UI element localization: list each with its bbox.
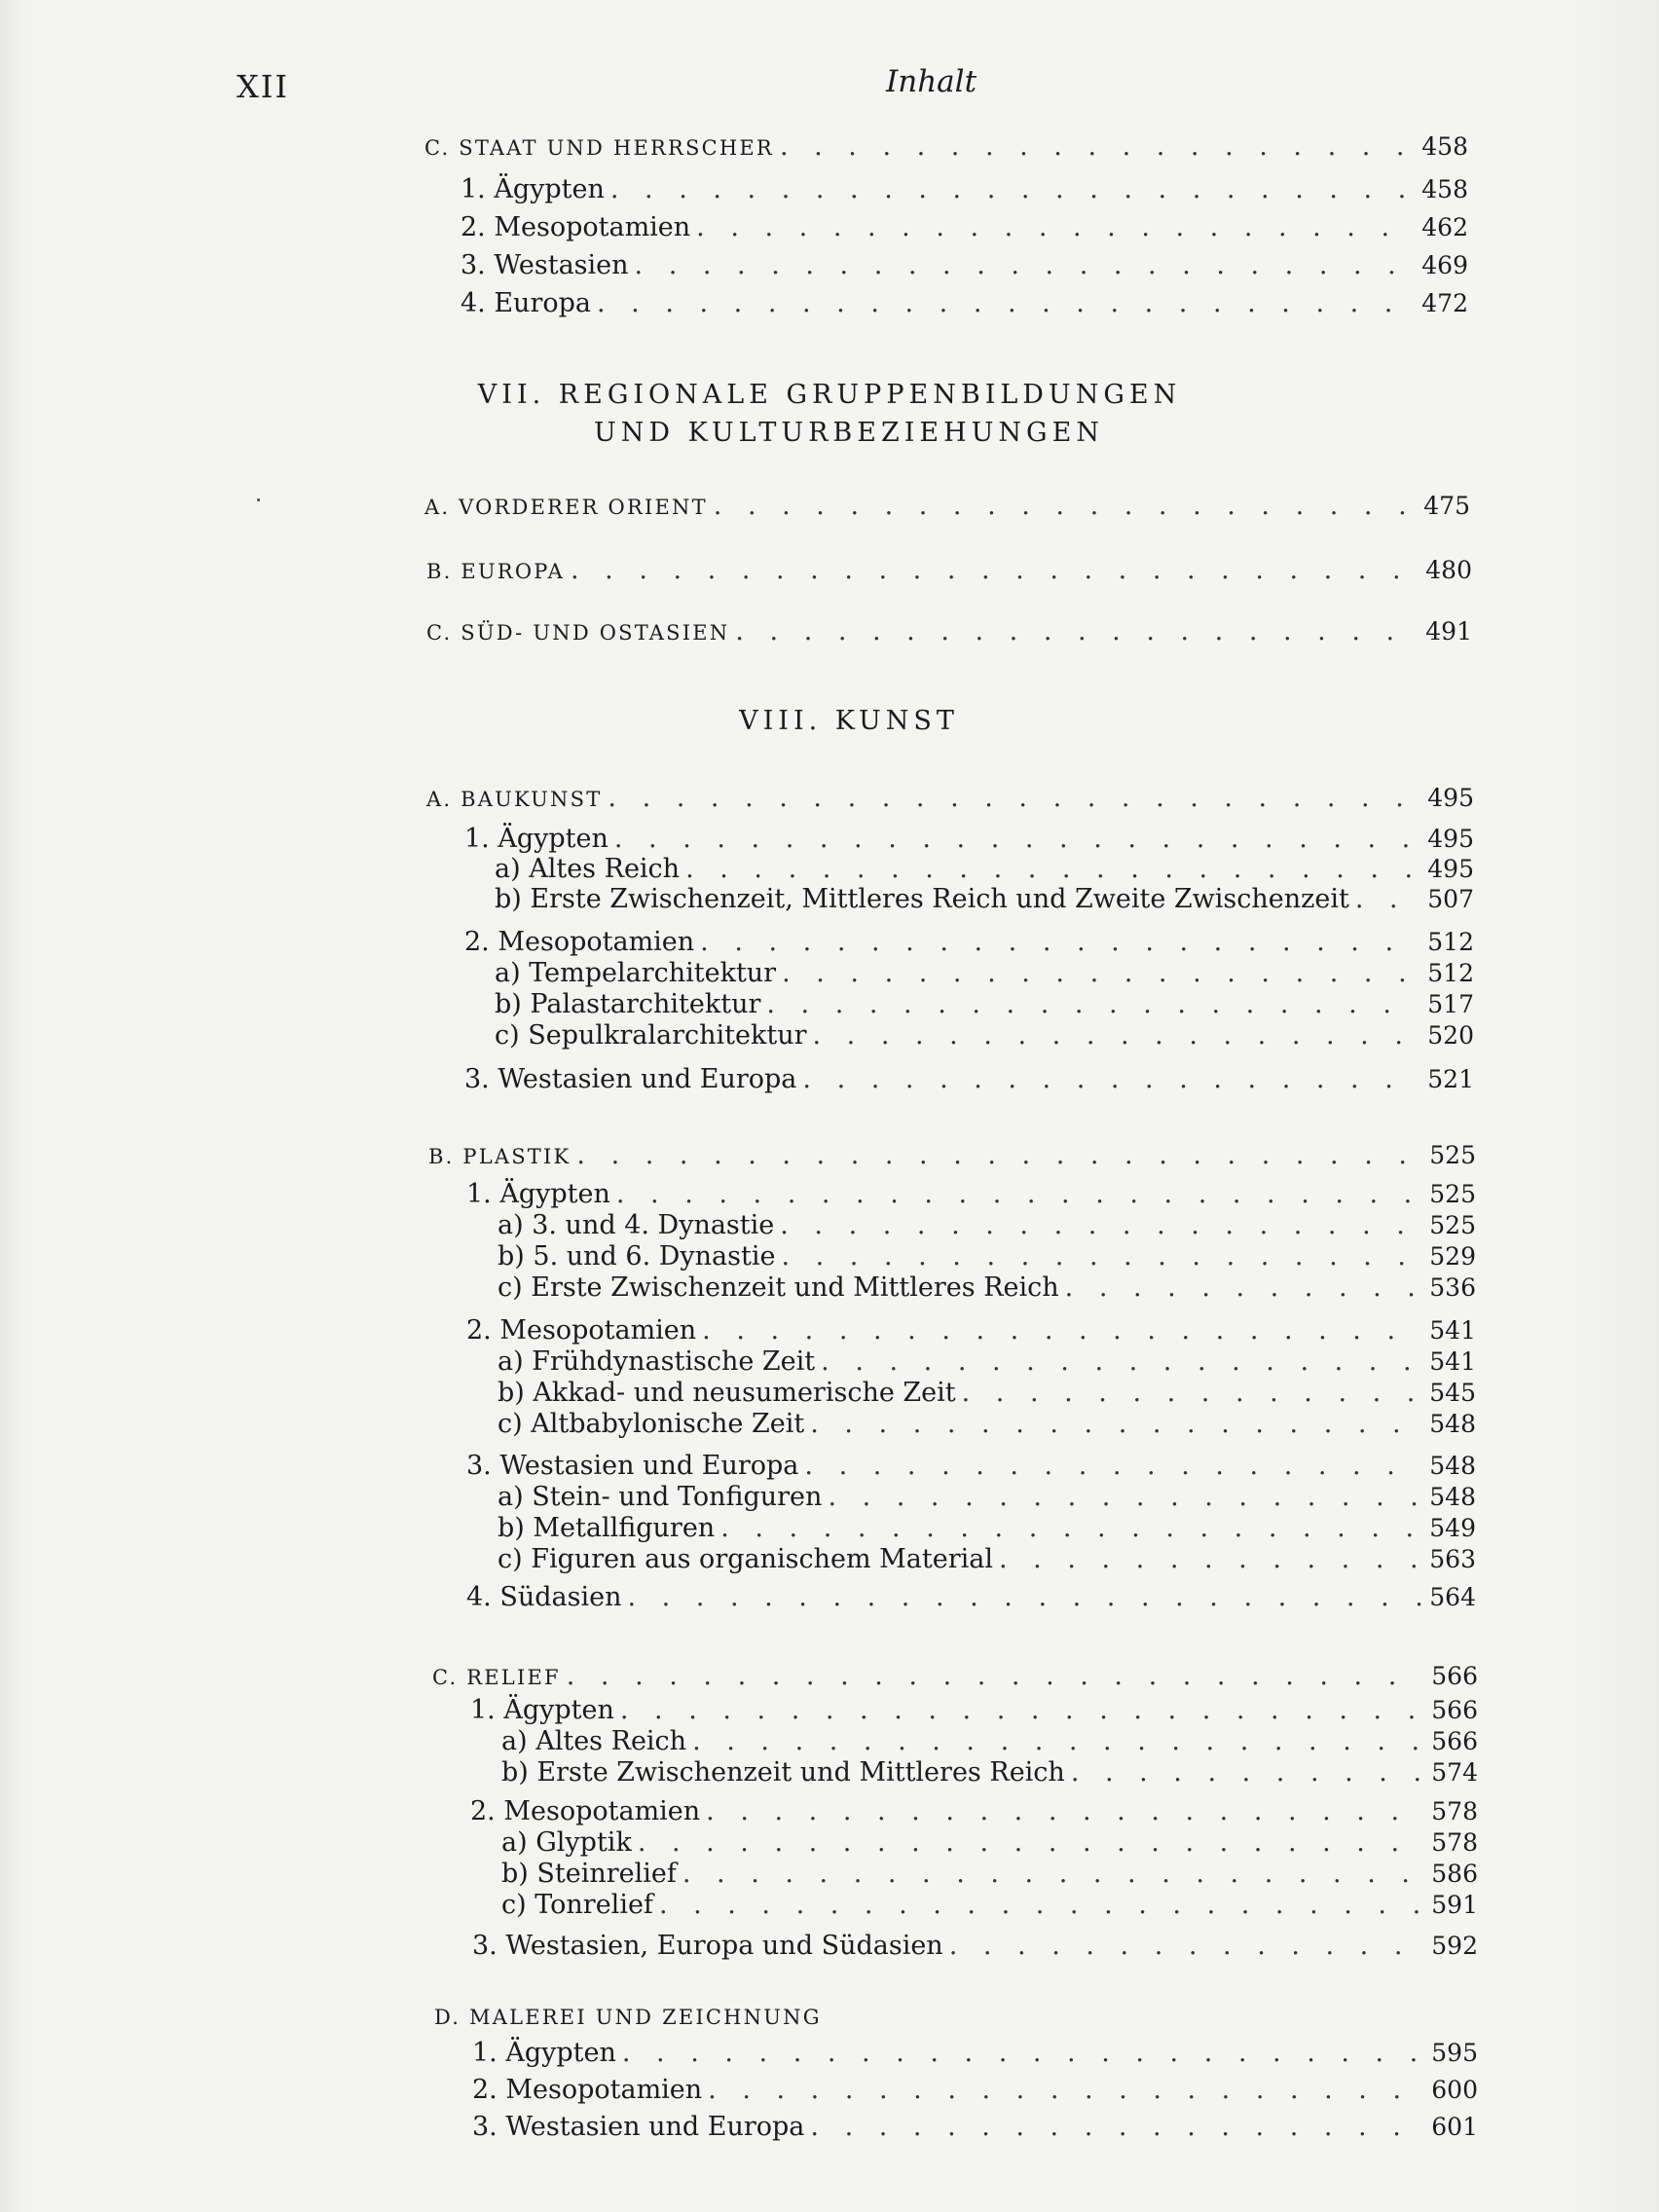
part-heading: UND KULTURBEZIEHUNGEN	[594, 418, 1104, 448]
toc-subentry[interactable]	[495, 988, 1474, 1021]
toc-label: 2. Mesopotamien	[470, 1796, 701, 1826]
toc-label: C. RELIEF	[432, 1666, 561, 1689]
toc-page: 592	[1431, 1932, 1478, 1960]
toc-page: 458	[1421, 132, 1468, 161]
toc-subentry[interactable]	[498, 1512, 1476, 1545]
toc-label: 4. Südasien	[466, 1582, 622, 1612]
toc-page: 520	[1427, 1021, 1474, 1050]
toc-label: c) Altbabylonische Zeit	[498, 1409, 805, 1439]
toc-subentry[interactable]	[501, 1889, 1478, 1922]
toc-page: 491	[1425, 617, 1472, 645]
toc-entry[interactable]	[472, 1930, 1478, 1963]
toc-label: a) Stein- und Tonfiguren	[498, 1482, 823, 1512]
toc-entry[interactable]	[461, 211, 1468, 244]
toc-label: A. BAUKUNST	[426, 788, 603, 811]
toc-section[interactable]	[432, 1660, 1478, 1694]
toc-page: 548	[1429, 1410, 1476, 1438]
part-heading: VII. REGIONALE GRUPPENBILDUNGEN	[477, 380, 1182, 410]
toc-label: a) Altes Reich	[501, 1726, 687, 1756]
toc-label: 4. Europa	[461, 288, 591, 318]
toc-page: 548	[1429, 1483, 1476, 1511]
toc-page: 525	[1429, 1141, 1476, 1169]
toc-page: 525	[1429, 1180, 1476, 1208]
toc-entry[interactable]	[472, 2037, 1478, 2070]
toc-label: c) Figuren aus organischem Material	[498, 1544, 994, 1574]
toc-entry[interactable]	[466, 1178, 1476, 1211]
toc-page: 512	[1427, 928, 1474, 956]
toc-page: 529	[1429, 1242, 1476, 1271]
toc-subentry[interactable]	[501, 1756, 1478, 1789]
toc-entry[interactable]	[470, 1795, 1478, 1828]
toc-subentry[interactable]	[501, 1826, 1478, 1860]
toc-label: 3. Westasien und Europa	[464, 1064, 797, 1094]
toc-label: 2. Mesopotamien	[472, 2075, 703, 2105]
toc-page: 475	[1423, 492, 1470, 520]
toc-label: b) Erste Zwischenzeit und Mittleres Reich	[501, 1757, 1065, 1788]
toc-label: 3. Westasien und Europa	[472, 2112, 805, 2142]
toc-page: 462	[1421, 213, 1468, 241]
toc-page: 545	[1429, 1379, 1476, 1407]
toc-page: 566	[1431, 1696, 1478, 1724]
toc-page: 536	[1429, 1273, 1476, 1302]
toc-entry[interactable]	[461, 287, 1468, 320]
toc-label: B. EUROPA	[426, 560, 566, 583]
toc-subentry[interactable]	[498, 1543, 1476, 1576]
toc-label: b) Palastarchitektur	[495, 989, 761, 1019]
toc-page: 525	[1429, 1211, 1476, 1239]
toc-label: C. STAAT UND HERRSCHER	[424, 136, 774, 160]
toc-label: 1. Ägypten	[472, 2038, 616, 2068]
toc-section[interactable]	[428, 1139, 1476, 1173]
toc-page: 563	[1429, 1545, 1476, 1573]
toc-page: 591	[1431, 1891, 1478, 1919]
toc-subentry[interactable]	[498, 1346, 1476, 1379]
toc-label: 1. Ägypten	[464, 824, 608, 854]
toc-label: 2. Mesopotamien	[461, 212, 691, 242]
toc-page: 564	[1429, 1583, 1476, 1611]
toc-page: 495	[1427, 784, 1474, 812]
toc-label: 3. Westasien, Europa und Südasien	[472, 1931, 943, 1961]
toc-subentry[interactable]	[498, 1377, 1476, 1410]
toc-subentry[interactable]	[498, 1240, 1476, 1273]
toc-subentry[interactable]	[495, 1019, 1474, 1052]
toc-page: 495	[1427, 825, 1474, 853]
toc-page: 507	[1427, 885, 1474, 913]
toc-section-staat[interactable]	[424, 130, 1468, 165]
toc-label: 2. Mesopotamien	[464, 927, 695, 957]
toc-subentry[interactable]	[501, 1858, 1478, 1891]
toc-label: c) Erste Zwischenzeit und Mittleres Reich	[498, 1272, 1059, 1303]
toc-entry[interactable]	[464, 1063, 1474, 1096]
toc-label: c) Sepulkralarchitektur	[495, 1020, 807, 1051]
toc-subentry[interactable]	[495, 957, 1474, 990]
toc-page: 548	[1429, 1452, 1476, 1480]
toc-page: 549	[1429, 1514, 1476, 1542]
toc-entry[interactable]	[466, 1450, 1476, 1483]
toc-subentry[interactable]	[498, 1408, 1476, 1441]
toc-page: 600	[1431, 2076, 1478, 2104]
toc-label: b) Akkad- und neusumerische Zeit	[498, 1378, 956, 1408]
toc-label: a) Tempelarchitektur	[495, 958, 777, 988]
toc-page: 472	[1421, 289, 1468, 317]
toc-label: b) Erste Zwischenzeit, Mittleres Reich und Zweite Zwischenzeit	[495, 884, 1349, 914]
part-heading: VIII. KUNST	[739, 706, 959, 736]
toc-subentry[interactable]	[501, 1725, 1478, 1758]
toc-label: 2. Mesopotamien	[466, 1315, 697, 1346]
toc-section[interactable]	[424, 490, 1470, 524]
toc-page: 566	[1431, 1662, 1478, 1690]
toc-label: a) 3. und 4. Dynastie	[498, 1210, 775, 1240]
toc-label: 3. Westasien und Europa	[466, 1451, 799, 1481]
toc-page: 521	[1427, 1065, 1474, 1093]
toc-label: b) Metallfiguren	[498, 1513, 716, 1543]
toc-page: 480	[1425, 556, 1472, 584]
toc-page: 601	[1431, 2113, 1478, 2141]
toc-page: 541	[1429, 1347, 1476, 1376]
toc-page: 578	[1431, 1828, 1478, 1857]
toc-page: 595	[1431, 2039, 1478, 2067]
toc-label: 3. Westasien	[461, 250, 629, 280]
toc-page: 574	[1431, 1758, 1478, 1787]
toc-label: b) 5. und 6. Dynastie	[498, 1241, 776, 1272]
toc-subentry[interactable]	[495, 853, 1474, 886]
toc-page: 458	[1421, 175, 1468, 203]
toc-page: 495	[1427, 855, 1474, 883]
toc-label: 1. Ägypten	[470, 1695, 614, 1725]
toc-subentry[interactable]	[495, 883, 1474, 916]
toc-page: 517	[1427, 990, 1474, 1018]
toc-entry[interactable]	[466, 1581, 1476, 1614]
toc-label: a) Glyptik	[501, 1827, 632, 1858]
toc-entry[interactable]	[461, 173, 1468, 206]
toc-page: 541	[1429, 1316, 1476, 1345]
toc-page: 566	[1431, 1727, 1478, 1755]
toc-entry[interactable]	[466, 1314, 1476, 1347]
toc-label: 1. Ägypten	[466, 1179, 610, 1209]
toc-entry[interactable]	[464, 926, 1474, 959]
toc-page: 578	[1431, 1797, 1478, 1825]
page-number: XII	[237, 68, 290, 105]
toc-section[interactable]	[426, 554, 1472, 588]
toc-label: a) Frühdynastische Zeit	[498, 1346, 816, 1377]
toc-subentry[interactable]	[498, 1481, 1476, 1514]
toc-section[interactable]	[426, 615, 1472, 649]
toc-page: 586	[1431, 1860, 1478, 1888]
toc-subentry[interactable]	[498, 1272, 1476, 1305]
toc-label: B. PLASTIK	[428, 1145, 571, 1168]
toc-entry[interactable]	[472, 2111, 1478, 2144]
running-title: Inhalt	[886, 64, 977, 99]
toc-label: C. SÜD- UND OSTASIEN	[426, 621, 730, 645]
toc-label: A. VORDERER ORIENT	[424, 496, 708, 519]
toc-subentry[interactable]	[498, 1209, 1476, 1242]
toc-entry[interactable]	[470, 1694, 1478, 1727]
toc-page: 512	[1427, 959, 1474, 987]
toc-label: D. MALEREI UND ZEICHNUNG	[434, 2006, 822, 2029]
toc-label: a) Altes Reich	[495, 854, 681, 884]
toc-entry[interactable]	[464, 823, 1474, 856]
toc-label: 1. Ägypten	[461, 174, 605, 204]
toc-label: b) Steinrelief	[501, 1859, 677, 1889]
toc-section[interactable]	[426, 782, 1474, 816]
toc-entry[interactable]	[461, 249, 1468, 282]
toc-page: 469	[1421, 251, 1468, 279]
toc-entry[interactable]	[472, 2074, 1478, 2107]
toc-label: c) Tonrelief	[501, 1890, 653, 1920]
toc-section[interactable]	[434, 2001, 1116, 2034]
